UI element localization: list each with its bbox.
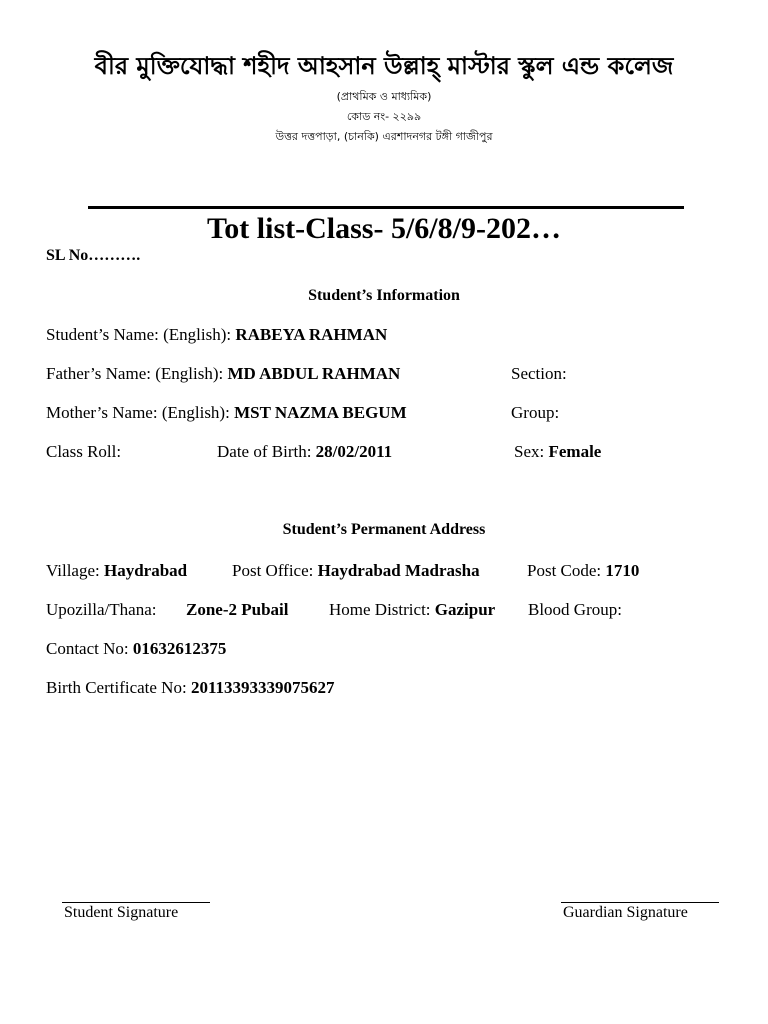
blood-group-field: Blood Group: <box>528 600 622 619</box>
student-signature-line <box>62 902 210 903</box>
post-office-label: Post Office: <box>232 561 318 580</box>
home-district-label: Home District: <box>329 600 435 619</box>
sex-label: Sex: <box>514 442 549 461</box>
post-office-value: Haydrabad Madrasha <box>317 561 480 580</box>
student-name-field <box>46 325 387 345</box>
guardian-signature-label: Guardian Signature <box>563 904 688 921</box>
date-of-birth-label: Date of Birth: <box>217 442 316 461</box>
village-label: Village: <box>46 561 104 580</box>
birth-certificate-label: Birth Certificate No: <box>46 678 191 697</box>
post-code-field <box>527 561 639 581</box>
school-code: কোড নং- ২২৯৯ <box>346 110 422 123</box>
contact-field <box>46 639 226 659</box>
school-name: বীর মুক্তিযোদ্ধা শহীদ আহসান উল্লাহ্ মাস্টার স্কুল এন্ড কলেজ <box>94 52 674 80</box>
student-name-label: Student’s Name: (English): <box>46 325 236 344</box>
mother-name-value: MST NAZMA BEGUM <box>234 403 407 422</box>
class-roll-field: Class Roll: <box>46 442 122 461</box>
mother-name-field <box>46 403 407 423</box>
student-info-heading: Student’s Information <box>308 287 460 304</box>
student-name-value: RABEYA RAHMAN <box>235 325 388 344</box>
contact-label: Contact No: <box>46 639 133 658</box>
student-signature-label: Student Signature <box>64 904 179 921</box>
home-district-value: Gazipur <box>434 600 496 619</box>
school-level: (প্রাথমিক ও মাধ্যমিক) <box>336 90 432 103</box>
mother-name-label: Mother’s Name: (English): <box>46 403 235 422</box>
birth-certificate-value: 20113393339075627 <box>190 678 335 697</box>
village-field <box>46 561 187 581</box>
birth-certificate-field <box>46 678 335 698</box>
upozilla-label: Upozilla/Thana: <box>46 600 157 619</box>
header-divider <box>88 206 684 209</box>
serial-number: SL No………. <box>46 247 141 264</box>
date-of-birth-value: 28/02/2011 <box>315 442 393 461</box>
guardian-signature-line <box>561 902 719 903</box>
upozilla-value: Zone-2 Pubail <box>186 600 289 619</box>
document-title: Tot list-Class- 5/6/8/9-202… <box>207 212 561 245</box>
date-of-birth-field <box>217 442 392 462</box>
post-code-value: 1710 <box>605 561 640 580</box>
home-district-field <box>329 600 495 620</box>
father-name-value: MD ABDUL RAHMAN <box>227 364 401 383</box>
group-field: Group: <box>511 403 560 422</box>
father-name-label: Father’s Name: (English): <box>46 364 228 383</box>
sex-value: Female <box>548 442 602 461</box>
school-address: উত্তর দত্তপাড়া, (চানকি) এরশাদনগর টঙ্গী গাজীপুর <box>275 130 493 143</box>
post-office-field <box>232 561 480 581</box>
contact-value: 01632612375 <box>132 639 227 658</box>
permanent-address-heading: Student’s Permanent Address <box>282 521 486 538</box>
sex-field <box>514 442 601 462</box>
post-code-label: Post Code: <box>527 561 606 580</box>
village-value: Haydrabad <box>104 561 188 580</box>
father-name-field <box>46 364 400 384</box>
section-field: Section: <box>511 364 567 383</box>
